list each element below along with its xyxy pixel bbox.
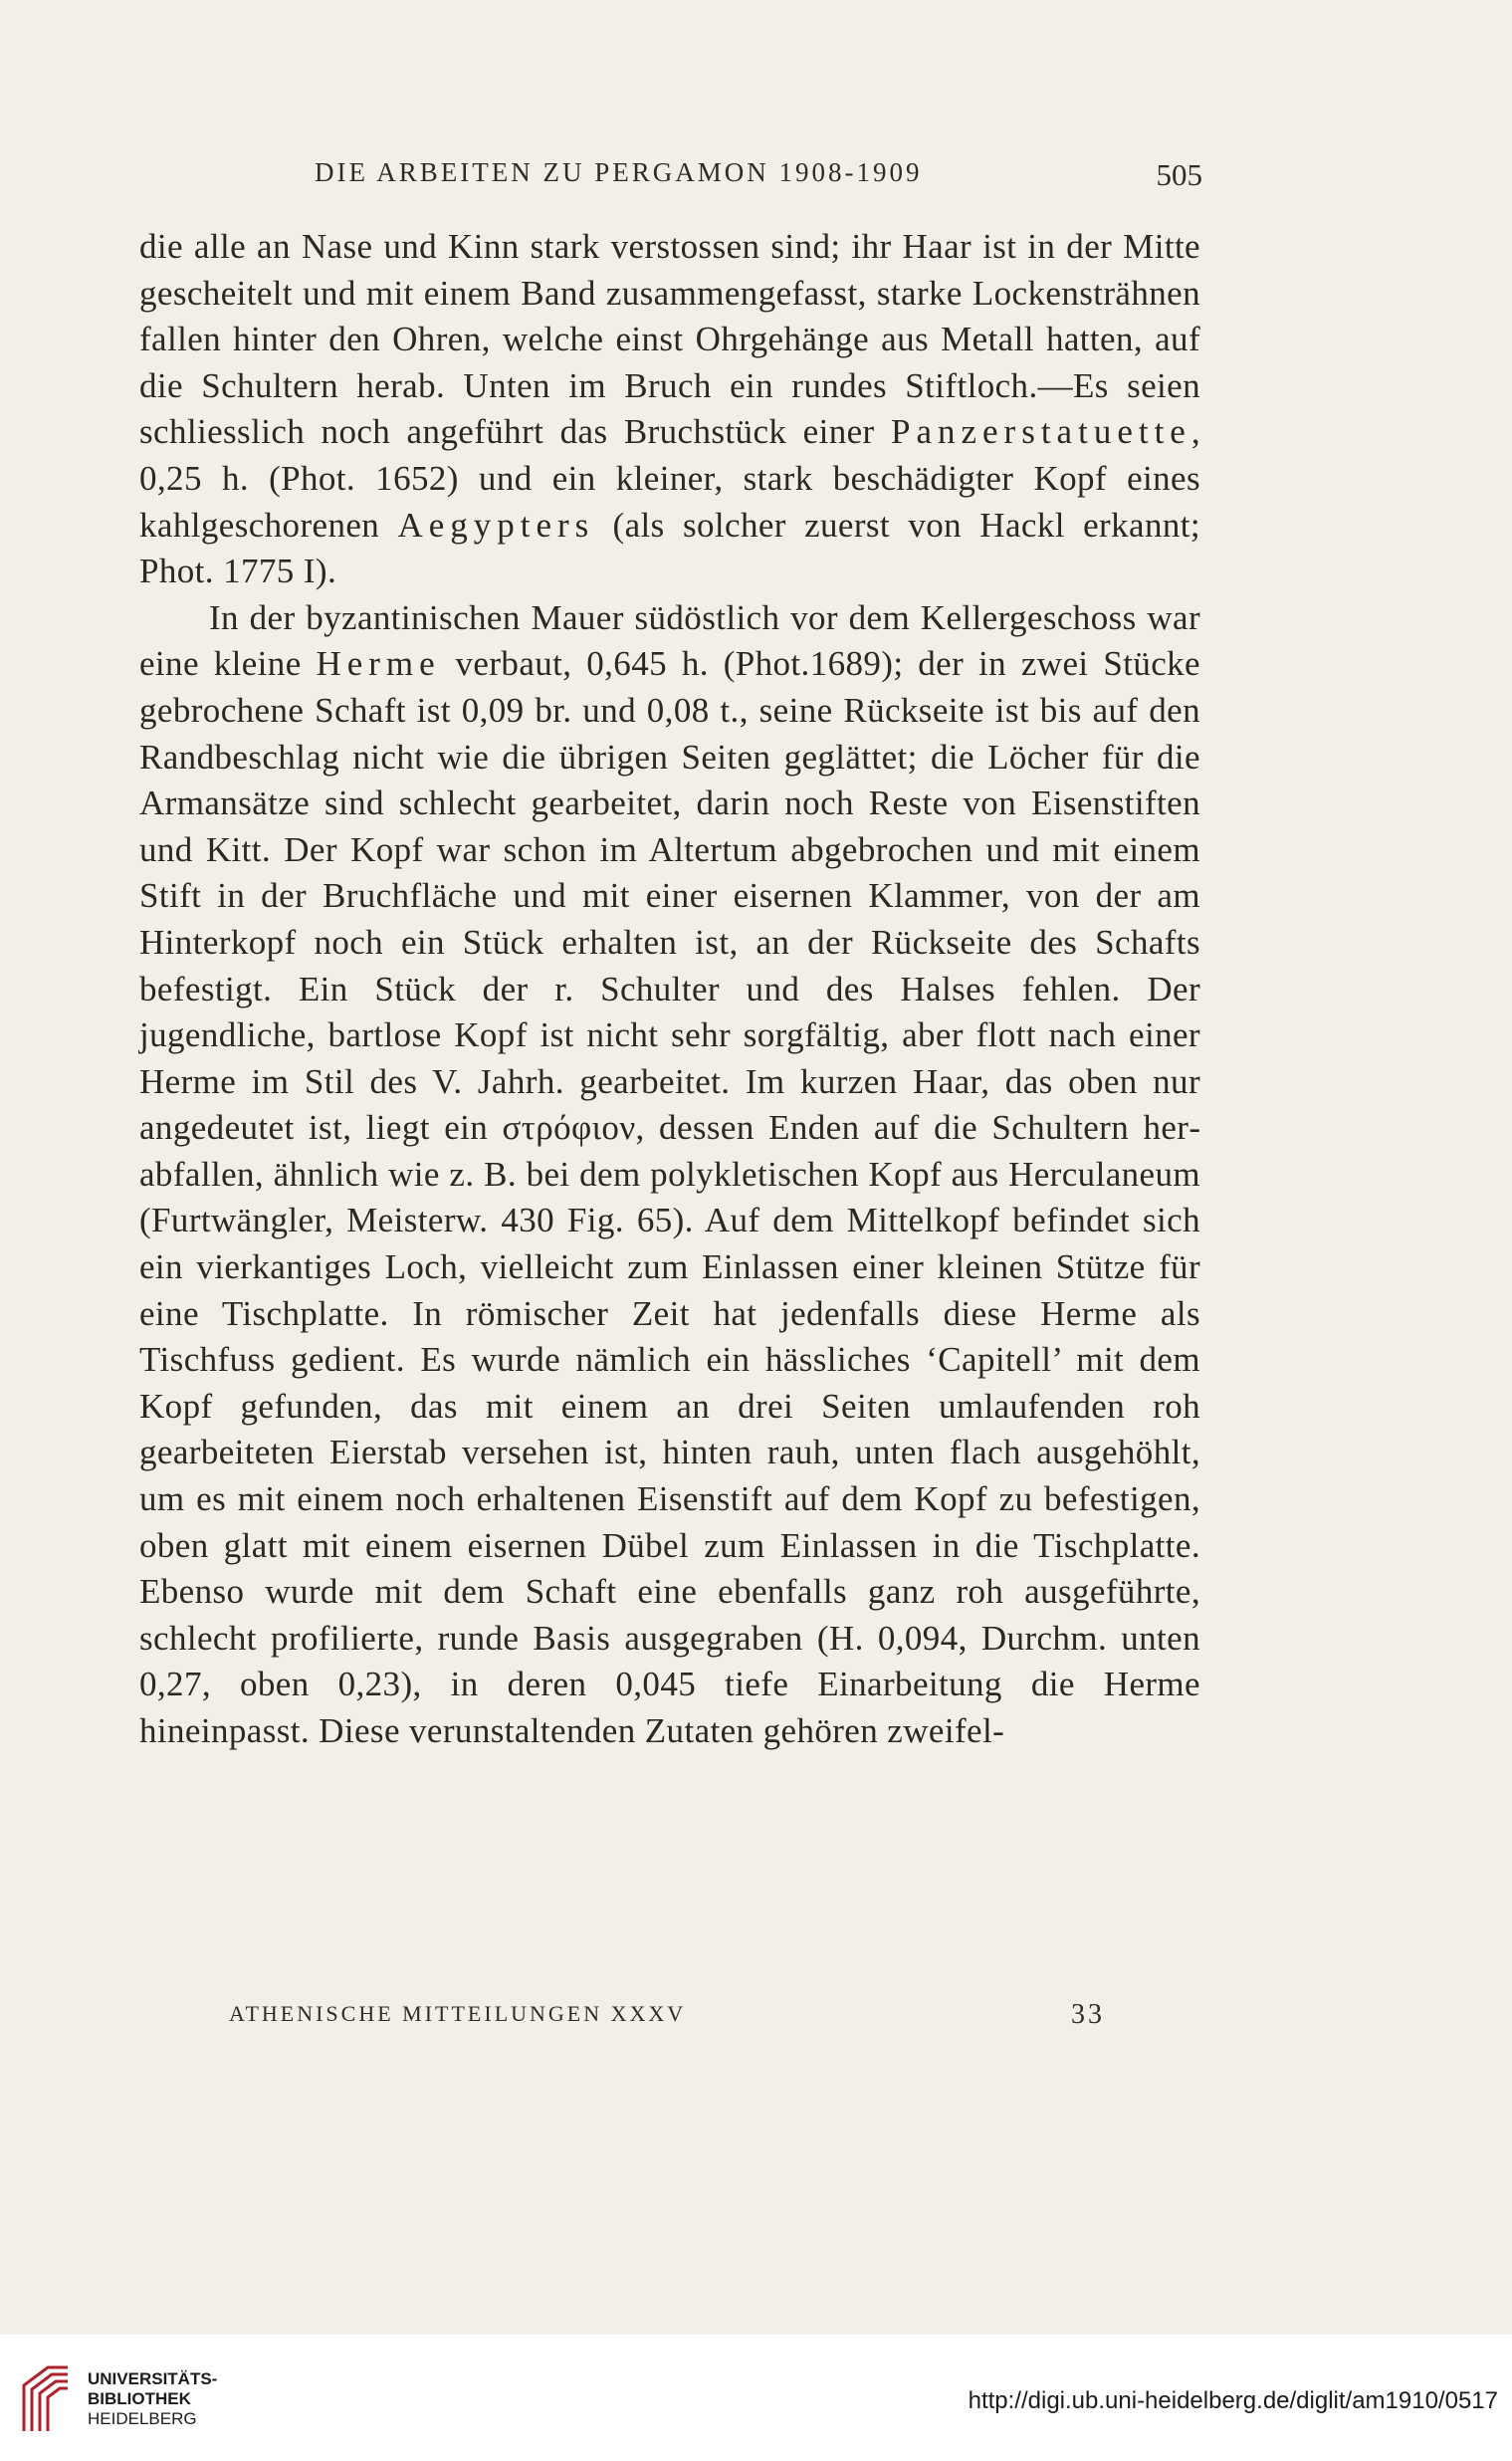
spaced-term-herme: Herme: [316, 644, 441, 684]
text-segment: , 0,25 h. (Phot. 1652) und ein kleiner, stark beschädigter Kopf eines kahlgeschorenen: [139, 412, 1200, 545]
library-name: [88, 2369, 217, 2429]
text-segment: In der byzantinischen Mauer südöstlich vor dem Kellergeschoss war eine kleine: [139, 597, 1200, 684]
page-footer: [229, 1999, 1105, 2030]
spaced-term-aegypters: Aegypters: [397, 505, 595, 545]
paragraph-1: [139, 224, 1200, 595]
body-text: [139, 224, 1200, 1755]
running-title: DIE ARBEITEN ZU PERGAMON 1908-1909: [315, 157, 923, 187]
library-line-1: UNIVERSITÄTS-: [88, 2369, 218, 2388]
signature-mark: 33: [1071, 1999, 1105, 2030]
text-segment: die alle an Nase und Kinn stark verstossen sind; ihr Haar ist in der Mitte gescheitelt und mit einem Band zusammengefasst, starke Lockensträhnen fallen hinter den Ohren, welche einst Ohrgehänge aus Metall hatten, auf die Schultern herab. Unten im Bruch ein rundes Stiftloch.—Es seien schliesslich noch angeführt das Bruchstück einer: [139, 227, 1200, 452]
journal-title: ATHENISCHE MITTEILUNGEN XXXV: [229, 2001, 687, 2026]
page-number: 505: [1156, 157, 1202, 192]
spaced-term-panzerstatuette: Panzerstatuette: [890, 412, 1191, 452]
text-segment: verbaut, 0,645 h. (Phot.1689); der in zwei Stücke gebrochene Schaft ist 0,09 br. und 0,08 t., seine Rückseite ist bis auf den Randbeschlag nicht wie die übrigen Seiten geglättet; die Löcher für die Armansätze sind schlecht gearbeitet, darin noch Reste von Eisenstiften und Kitt. Der Kopf war schon im Altertum abgebrochen und mit einem Stift in der Bruchfläche und mit einer eisernen Klammer, von der am Hinterkopf noch ein Stück erhalten ist, an der Rückseite des Schafts befestigt. Ein Stück der r. Schulter und des Halses fehlen. Der jugendliche, bartlose Kopf ist nicht sehr sorgfältig, aber flott nach einer Herme im Stil des V. Jahrh. gearbeitet. Im kurzen Haar, das oben nur angedeutet ist, liegt ein στρόφιον, dessen Enden auf die Schultern herabfallen, ähnlich wie z. B. bei dem polykletischen Kopf aus Herculaneum (Furtwängler, Meisterw. 430 Fig. 65). Auf dem Mittelkopf befindet sich ein vierkantiges Loch, vielleicht zum Einlassen einer kleinen Stütze für eine Tischplatte. In römischer Zeit hat jedenfalls diese Herme als Tischfuss gedient. Es wurde nämlich ein hässliches ‘Capitell’ mit dem Kopf gefunden, das mit einem an drei Seiten umlaufenden roh gearbeiteten Eierstab versehen ist, hinten rauh, unten flach ausgehöhlt, um es mit einem noch erhaltenen Eisenstift auf dem Kopf zu befestigen, oben glatt mit einem eisernen Dübel zum Einlassen in die Tischplatte. Ebenso wurde mit dem Schaft eine ebenfalls ganz roh ausgeführte, schlecht profilierte, runde Basis ausgegraben (H. 0,094, Durchm. unten 0,27, oben 0,23), in deren 0,045 tiefe Einarbeitung die Herme hineinpasst. Diese verunstaltenden Zutaten gehören zweifel-: [139, 644, 1200, 1750]
paragraph-2: [139, 595, 1200, 1755]
library-line-2: BIBLIOTHEK: [88, 2389, 191, 2408]
library-line-3: HEIDELBERG: [88, 2409, 197, 2428]
text-segment: (als solcher zuerst von Hackl erkannt; Phot. 1775 I).: [139, 505, 1200, 591]
source-url-link[interactable]: http://digi.ub.uni-heidelberg.de/diglit/am1910/0517: [968, 2387, 1498, 2414]
library-logo-icon: [18, 2361, 74, 2435]
